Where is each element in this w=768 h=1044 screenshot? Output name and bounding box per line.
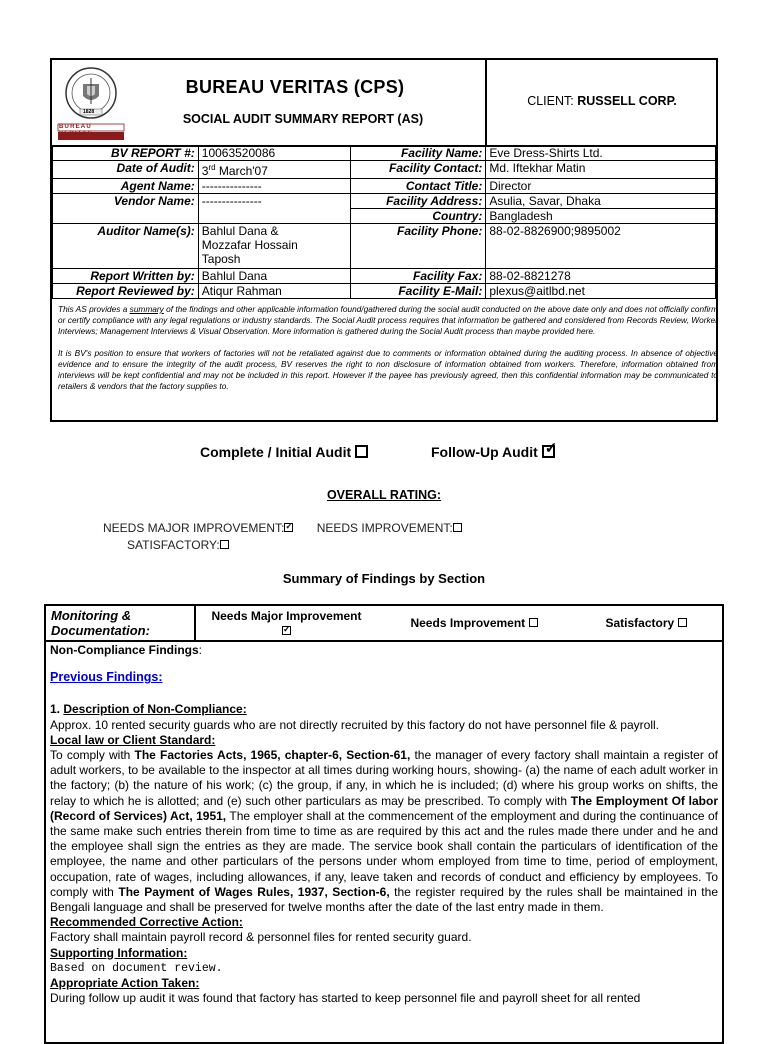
action-taken-heading: Appropriate Action Taken: (50, 976, 200, 991)
col-needs-improvement: Needs Improvement (380, 616, 568, 630)
overall-rating-options (103, 520, 462, 554)
logo-wordmark: BUREAU VERITAS (59, 124, 93, 137)
header-title-row (52, 60, 716, 147)
facility-address-value: Asulia, Savar, Dhaka (486, 194, 716, 209)
agent-label: Agent Name: (53, 179, 199, 194)
date-label: Date of Audit: (53, 161, 199, 179)
followup-audit-label: Follow-Up Audit (431, 444, 538, 460)
client-label: CLIENT: (527, 94, 578, 108)
agent-value: --------------- (198, 179, 350, 194)
findings-section (44, 604, 724, 1044)
section-name: Monitoring & Documentation: (51, 608, 150, 638)
followup-audit-checkbox-icon[interactable] (542, 445, 555, 458)
supporting-info-heading: Supporting Information: (50, 945, 188, 960)
description-text: Approx. 10 rented security guards who are not directly recruited by this factory do not have personnel file & payroll. (50, 717, 659, 732)
findings-body (50, 642, 718, 1006)
client-name: RUSSELL CORP. (577, 94, 677, 108)
written-by-label: Report Written by: (53, 269, 199, 284)
col-needs-improvement-checkbox-icon[interactable] (529, 618, 538, 627)
disclaimer (52, 304, 724, 402)
law-text: To comply with The Factories Acts, 1965, chapter-6, Section-61, the manager of every factory shall maintain a register of adult workers, to be available to the inspector at all times during working hours, showing- (a) the name of each adult worker in the factory; (b) the nature of his work; (c) the group, if any, in which he is included; (d) where his group works on shifts, the relay to which he is allotted; and (e) such other particulars as may be prescribed. To comply with The Employment Of labor (Record of Services) Act, 1951, The employer shall at the commencement of the employment and during the continuance of the same make such entries therein from time to time as are required by this act and the rules made there under and he and the employee shall sign the entries as they are made. The service book shall contain the particulars of identification of the employee, the name and other particulars of the persons under whom employed from time to time, period of employment, occupation, rate of wages, including allowances, if any, leave taken and records of conduct and efficiency by employees. To comply with The Payment of Wages Rules, 1937, Section-6, the register required by the rules shall be maintained in the Bengali language and shall be preserved for twelve months after the date of the last entry made in them. (50, 748, 718, 915)
description-heading: 1. Description of Non-Compliance: (50, 702, 247, 717)
needs-improvement-checkbox-icon[interactable] (453, 523, 462, 532)
facility-email-label: Facility E-Mail: (350, 284, 486, 299)
logo-year: 1828 (83, 109, 95, 115)
facility-phone-label: Facility Phone: (350, 224, 486, 269)
needs-major-checkbox-icon[interactable] (284, 523, 293, 532)
auditor-label: Auditor Name(s): (53, 224, 199, 269)
country-label: Country: (350, 209, 486, 224)
bv-report-label: BV REPORT #: (53, 146, 199, 161)
company-title: BUREAU VERITAS (CPS) (185, 77, 405, 97)
previous-findings-link[interactable]: Previous Findings: (50, 670, 163, 685)
corrective-action-text: Factory shall maintain payroll record & personnel files for rented security guard. (50, 930, 472, 945)
facility-name-label: Facility Name: (350, 146, 486, 161)
law-heading: Local law or Client Standard: (50, 732, 216, 747)
satisfactory-checkbox-icon[interactable] (220, 540, 229, 549)
initial-audit-option (200, 444, 368, 460)
followup-audit-option (431, 444, 555, 460)
facility-contact-label: Facility Contact: (350, 161, 486, 179)
findings-header-row (46, 606, 722, 642)
facility-address-label: Facility Address: (350, 194, 486, 209)
written-by-value: Bahlul Dana (198, 269, 350, 284)
report-subtitle: SOCIAL AUDIT SUMMARY REPORT (AS) (182, 112, 424, 126)
col-satisfactory: Satisfactory (570, 616, 722, 630)
needs-improvement-label: NEEDS IMPROVEMENT: (316, 521, 453, 535)
facility-contact-value: Md. Iftekhar Matin (486, 161, 716, 179)
report-header-box (50, 58, 718, 422)
facility-name-value: Eve Dress-Shirts Ltd. (486, 146, 716, 161)
date-value: 3rd March'07 (198, 161, 350, 179)
facility-email-value: plexus@aitlbd.net (486, 284, 716, 299)
vendor-label: Vendor Name: (53, 194, 199, 224)
needs-major-label: NEEDS MAJOR IMPROVEMENT: (103, 521, 285, 535)
contact-title-value: Director (486, 179, 716, 194)
report-info-table (52, 145, 716, 299)
initial-audit-checkbox-icon[interactable] (355, 445, 368, 458)
country-value: Bangladesh (486, 209, 716, 224)
col-satisfactory-checkbox-icon[interactable] (678, 618, 687, 627)
supporting-info-text: Based on document review. (50, 961, 223, 975)
disclaimer-paragraph-1: This AS provides a summary of the findings and other applicable information found/gathered during the social audit conducted on the above date only and does not officially confirm or certify compliance with any legal regulations or industry standards. The Social Audit process requires that information be gathered and considered from Records Review, Worker Interviews; Management Interviews & Visual Observation. More information is gathered during the Social Audit process than maybe provided here. (58, 304, 718, 337)
disclaimer-paragraph-2: It is BV's position to ensure that workers of factories will not be retaliated against due to comments or information obtained during the auditing process. In absence of objective evidence and to ensure the integrity of the audit process, BV reserves the right to non disclosure of information obtained from workers. Therefore, information obtained from interviews will be kept confidential and may not be included in this report. However if the payee has previously agreed, then this confidential information may be communicated to retailers & vendors that the factory supplies to. (58, 347, 718, 392)
col-needs-major: Needs Major Improvement ✓ (198, 609, 375, 639)
initial-audit-label: Complete / Initial Audit (200, 444, 352, 460)
noncompliance-heading: Non-Compliance Findings: (50, 643, 203, 657)
client-field (488, 94, 716, 108)
facility-fax-value: 88-02-8821278 (486, 269, 716, 284)
reviewed-by-value: Atiqur Rahman (198, 284, 350, 299)
col-needs-major-checkbox-icon[interactable] (282, 626, 291, 635)
auditor-value: Bahlul Dana & Mozzafar Hossain Taposh (198, 224, 350, 269)
vendor-value: --------------- (198, 194, 350, 224)
satisfactory-label: SATISFACTORY: (127, 538, 220, 552)
reviewed-by-label: Report Reviewed by: (53, 284, 199, 299)
corrective-action-heading: Recommended Corrective Action: (50, 915, 243, 930)
bv-report-value: 10063520086 (198, 146, 350, 161)
facility-fax-label: Facility Fax: (350, 269, 486, 284)
overall-rating-title: OVERALL RATING: (326, 488, 442, 502)
facility-phone-value: 88-02-8826900;9895002 (486, 224, 716, 269)
contact-title-label: Contact Title: (350, 179, 486, 194)
action-taken-text: During follow up audit it was found that factory has started to keep personnel file and payroll sheet for all rented (50, 991, 641, 1006)
bureau-veritas-logo (56, 64, 126, 142)
summary-title: Summary of Findings by Section (282, 571, 486, 586)
